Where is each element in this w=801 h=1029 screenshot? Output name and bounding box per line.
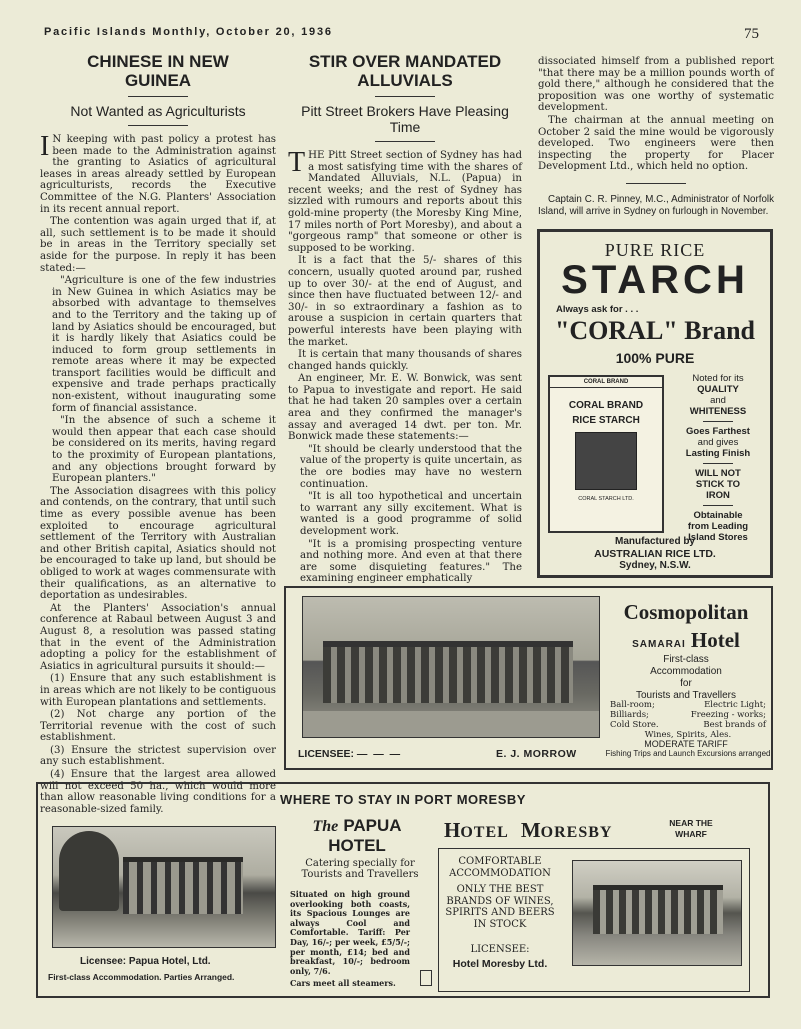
article-subtitle: Pitt Street Brokers Have Pleasing Time xyxy=(301,103,509,135)
package-label: CORAL BRAND xyxy=(550,377,662,388)
papua-hotel-photo xyxy=(52,826,276,948)
moresby-comfort: COMFORTABLE ACCOMMODATION xyxy=(449,856,551,879)
ad-cosmopolitan-hotel xyxy=(284,586,773,770)
paragraph: The Association disagrees with this policy and contends, on the contrary, that until such time as every possible avenue has been exploited to encourage agricultural settlement of the Territory with Australian and other British capital, Asiatics should not be encouraged to take up land, but should be obliged to work at wages commensurate with their qualifications, as an alternative to deportation as undesirables. xyxy=(40,485,276,602)
paragraph: (2) Not charge any portion of the Territorial revenue with the cost of such establishment. xyxy=(40,709,276,744)
paragraph: It is certain that many thousands of shares changed hands quickly. xyxy=(288,349,522,372)
paragraph: (1) Ensure that any such establishment is in areas which are not likely to be contiguous with European plantations and settlements. xyxy=(40,673,276,708)
paragraph: At the Planters' Association's annual conference at Rabaul between August 3 and August 8, a resolution was passed stating that in the event of the Administration adopting a policy for the establishment of Asiatics in agricultural pursuits it should:— xyxy=(40,602,276,672)
ad-line: 100% PURE xyxy=(615,350,695,366)
ad-port-moresby xyxy=(36,782,770,998)
quote-paragraph: "Agriculture is one of the few industries in New Guinea in which Asiatics may be absorbed with advantage to themselves and to the Territory and the taking up of land by Asiatics should be encouraged, but it is hardly likely that Asiatics could be induced to form group settlements in remote areas where it may be expected transport facilities would be difficult and expensive and trade perhaps practically non-existent, without inaugurating some form of financial assistance. xyxy=(52,275,276,414)
paragraph: The contention was again urged that if, at all, such settlement is to be made it should be in areas in the Territory specially set aside for the purpose. In reply it has been stated:— xyxy=(40,216,276,274)
starch-package xyxy=(548,375,664,533)
paragraph: THE Pitt Street section of Sydney has had a most satisfying time with the shares of Mandated Alluvials, N.L. (Papua) in recent weeks; and the rest of Sydney has sizzled with rumours and reports about this gold-mine property (the Moresby King Mine, 17 miles north of Port Moresby), and about a "gorgeous ramp" that someone or other is supposed to be working. xyxy=(288,147,522,254)
paragraph: (3) Ensure the strictest supervision over any such establishment. xyxy=(40,744,276,768)
package-label: CORAL STARCH LTD. xyxy=(578,496,634,502)
ad-rice-starch xyxy=(537,229,773,578)
running-title: Pacific Islands Monthly, October 20, 1936 xyxy=(44,26,333,38)
licensee-name: E. J. MORROW xyxy=(496,748,577,760)
article-mandated-alluvials xyxy=(288,52,522,586)
ad-line: Always ask for . . . xyxy=(556,304,639,315)
article-chinese-new-guinea xyxy=(40,52,276,816)
package-label: RICE STARCH xyxy=(572,415,640,426)
quote-paragraph: "It should be clearly understood that the value of the property is quite uncertain, as the ore bodies may have no western continuation. xyxy=(300,443,522,490)
article-subtitle: Not Wanted as Agriculturists xyxy=(70,103,246,119)
hotel-moresby-name: HOTEL MORESBY xyxy=(444,818,613,842)
paragraph: I N keeping with past policy a protest has been made to the Administration against the granting to Asiatics of agricultural leases in areas already settled by European agriculturists, records the Executive Committee of the N.G. Planters' Association in its recent annual report. xyxy=(40,131,276,215)
papua-hotel-name: The PAPUA HOTEL xyxy=(312,816,402,855)
near-wharf: NEAR THE WHARF xyxy=(669,818,713,839)
coral-illustration xyxy=(575,432,637,490)
quote-paragraph: "It is a promising prospecting venture and nothing more. And even at that there are some disquieting features." The examining engineer emphatically xyxy=(300,538,522,585)
moresby-brands: ONLY THE BEST BRANDS OF WINES, SPIRITS AND BEERS IN STOCK xyxy=(445,884,555,930)
papua-description: Situated on high ground overlooking both coasts, its Spacious Lounges are always Cool and Comfortable. Tariff: Per Day, 16/-; per week, £5/5/-; per month, £14; bed and breakfast, 10/-; bedroom only, 7/6. xyxy=(290,889,410,976)
quote-paragraph: "It is all too hypothetical and uncertain to warrant any silly excitement. What is wanted is a good programme of solid development work. xyxy=(300,491,522,537)
hotel-fishing: Fishing Trips and Launch Excursions arranged xyxy=(605,749,771,758)
article-title: STIR OVER MANDATED ALLUVIALS xyxy=(308,52,502,90)
hotel-facilities: Ball-room; Electric Light; Billiards; Freezing - works; Cold Store. Best brands of Wines, Spirits, Ales. xyxy=(610,700,766,740)
paragraph: The chairman at the annual meeting on October 2 said the mine would be vigorously developed. Two engineers were then inspecting the property for Placer Development Ltd., which held no option. xyxy=(538,114,774,173)
page-number: 75 xyxy=(744,26,759,42)
article-continuation xyxy=(538,56,774,218)
hotel-name: Cosmopolitan xyxy=(623,600,749,624)
hotel-description: First-class Accommodation for Tourists and Travellers xyxy=(635,654,737,701)
hotel-place-line: SAMARAI Hotel xyxy=(632,628,740,652)
package-label: CORAL BRAND xyxy=(568,400,644,411)
ad-brand: "CORAL" Brand xyxy=(554,316,756,345)
ad-line: Manufactured by xyxy=(614,536,695,547)
ad-maker: AUSTRALIAN RICE LTD. xyxy=(594,548,716,560)
papua-licensee: Licensee: Papua Hotel, Ltd. xyxy=(80,956,211,967)
hotel-moresby-photo xyxy=(572,860,742,966)
paragraph: dissociated himself from a published report "that there may be a million pounds worth of gold there," although he considered that the proposition was one worthy of systematic development. xyxy=(538,56,774,114)
decorative-ornament xyxy=(420,970,432,986)
ad-line: PURE RICE xyxy=(604,240,706,260)
papua-cars: Cars meet all steamers. xyxy=(290,978,396,988)
licensee-label: LICENSEE: — — — xyxy=(298,748,401,760)
moresby-licensee: Hotel Moresby Ltd. xyxy=(452,958,548,970)
news-brief: Captain C. R. Pinney, M.C., Administrator of Norfolk Island, will arrive in Sydney on furlough in November. xyxy=(538,193,774,217)
paragraph: (4) Ensure that the largest area allowed will not exceed 50 ha., which would more than allow reasonable living conditions for a reasonable-sized family. xyxy=(40,769,276,815)
article-title: CHINESE IN NEW GUINEA xyxy=(87,52,229,90)
hotel-tariff: MODERATE TARIFF xyxy=(644,739,728,749)
hotel-photo xyxy=(302,596,600,738)
moresby-licensee-label: LICENSEE: xyxy=(470,944,530,955)
quote-paragraph: "In the absence of such a scheme it would then appear that each case should be considered on its merits, having regard to the proximity of European plantations, and any objections brought forward by European planters." xyxy=(52,415,276,485)
ad-line: Sydney, N.S.W. xyxy=(619,560,691,571)
paragraph: An engineer, Mr. E. W. Bonwick, was sent to Papua to investigate and report. He said that he had taken 20 samples over a certain area and they confirmed the manager's assay and averaged 14 dwt. per ton. Mr. Bonwick made these statements:— xyxy=(288,373,522,443)
ad-claims: Noted for its QUALITY and WHITENESS Goes Farthest and gives Lasting Finish WILL NOT STICK TO IRON Obtainable from Leading Island Stores xyxy=(685,373,751,543)
ad-headline: STARCH xyxy=(561,258,749,302)
papua-tagline: Catering specially for Tourists and Travellers xyxy=(301,858,419,880)
paragraph: It is a fact that the 5/- shares of this concern, usually quoted around par, rushed up to over 30/- at the end of August, and since then have fluctuated between 12/- and 30/- in so extraordinary a fashion as to arouse a suspicion in certain quarters that powerful interests have been playing with the market. xyxy=(288,255,522,348)
papua-first-class: First-class Accommodation. Parties Arranged. xyxy=(48,972,235,982)
ad-banner: WHERE TO STAY IN PORT MORESBY xyxy=(280,792,526,807)
